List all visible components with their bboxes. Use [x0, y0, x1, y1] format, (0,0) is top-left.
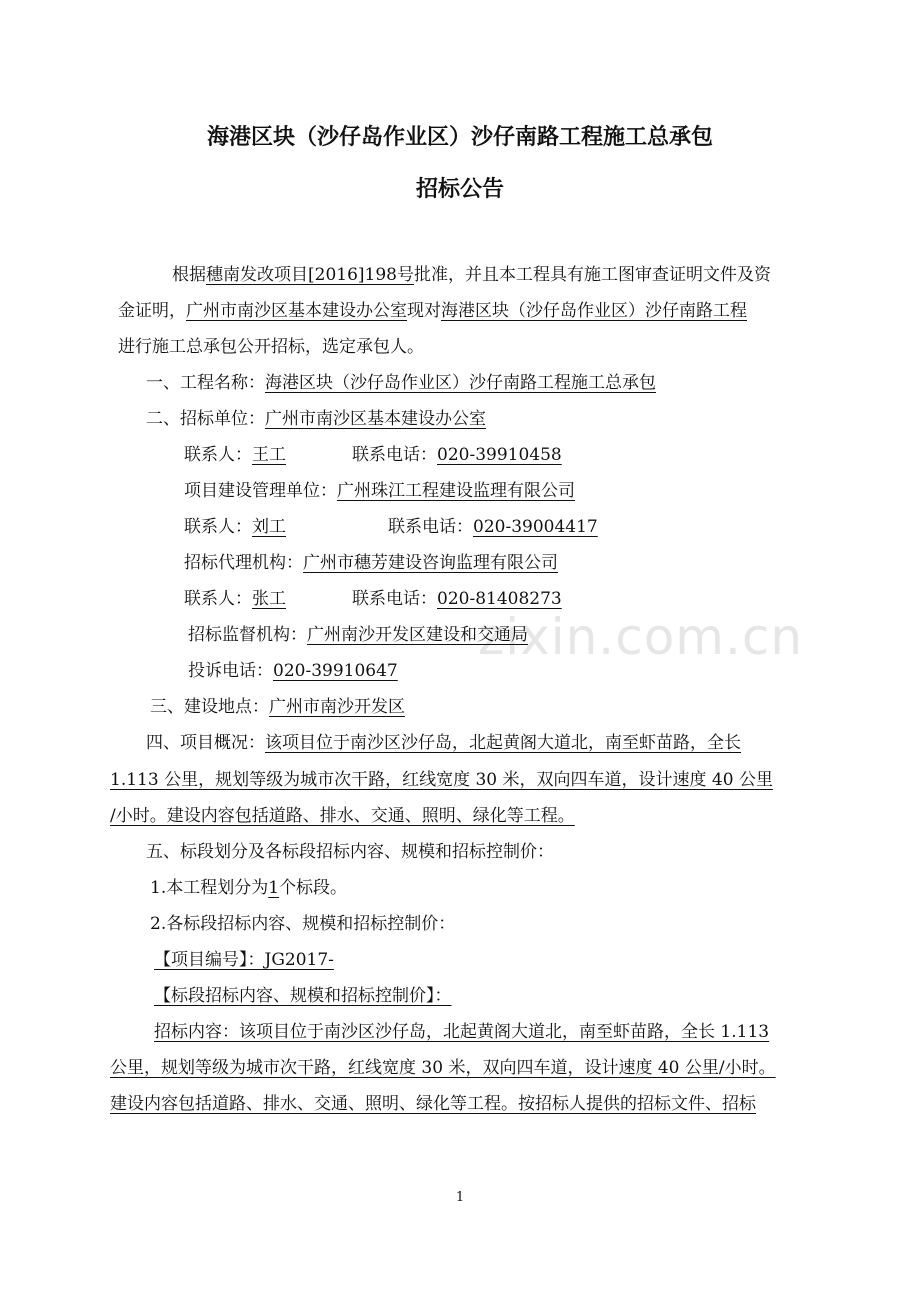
section-4-label: 四、项目概况： — [146, 733, 265, 753]
agency-label: 招标代理机构： — [184, 553, 303, 573]
section-4 — [146, 730, 741, 756]
contact-label: 联系人： — [184, 517, 252, 537]
approval-number: 穗南发改项目[2016]198号 — [206, 265, 414, 285]
tel-label: 联系电话： — [352, 589, 437, 609]
lot-count: 1 — [268, 878, 280, 898]
section-1-value: 海港区块（沙仔岛作业区）沙仔南路工程施工总承包 — [265, 373, 656, 393]
content-line-1: 招标内容：该项目位于南沙区沙仔岛，北起黄阁大道北，南至虾苗路，全长 1.113 — [154, 1022, 770, 1042]
project-name: 海港区块（沙仔岛作业区）沙仔南路工程 — [441, 301, 747, 321]
section-1-label: 一、工程名称： — [146, 373, 265, 393]
tel-label: 联系电话： — [352, 445, 437, 465]
doc-subtitle: 招标公告 — [415, 177, 504, 202]
doc-title: 海港区块（沙仔岛作业区）沙仔南路工程施工总承包 — [206, 125, 713, 150]
supervision-value: 广州南沙开发区建设和交通局 — [307, 625, 528, 645]
tel-value: 020-81408273 — [437, 589, 562, 609]
section-3-value: 广州市南沙开发区 — [269, 697, 405, 717]
intro-text: 现对 — [407, 301, 441, 321]
tel-value: 020-39004417 — [473, 517, 598, 537]
contact-1 — [184, 442, 286, 468]
page-number: 1 — [455, 1190, 465, 1205]
management-unit — [184, 478, 575, 504]
complaint — [188, 658, 398, 684]
tenderer-name: 广州市南沙区基本建设办公室 — [186, 301, 407, 321]
complaint-value: 020-39910647 — [273, 661, 398, 681]
content-line-3: 建设内容包括道路、排水、交通、照明、绿化等工程。按招标人提供的招标文件、招标 — [110, 1094, 756, 1114]
management-value: 广州珠江工程建设监理有限公司 — [337, 481, 575, 501]
contact-label: 联系人： — [184, 445, 252, 465]
content-line-2: 公里，规划等级为城市次干路，红线宽度 30 米，双向四车道，设计速度 40 公里/小时。 — [110, 1058, 776, 1078]
intro-text: 批准，并且本工程具有施工图审查证明文件及资 — [413, 265, 771, 285]
section-5: 五、标段划分及各标段招标内容、规模和招标控制价： — [146, 842, 554, 862]
item-1 — [150, 875, 347, 901]
intro-line-2 — [118, 298, 747, 324]
section-4-value: 该项目位于南沙区沙仔岛，北起黄阁大道北，南至虾苗路，全长 — [265, 733, 741, 753]
intro-line-3: 进行施工总承包公开招标，选定承包人。 — [118, 337, 424, 357]
contact-name: 张工 — [252, 589, 286, 609]
contact-3-tel — [352, 586, 562, 612]
bid-scope-heading: 【标段招标内容、规模和招标控制价】： — [154, 986, 452, 1006]
complaint-label: 投诉电话： — [188, 661, 273, 681]
item-2: 2.各标段招标内容、规模和招标控制价： — [150, 914, 456, 934]
section-4-line-2: 1.113 公里，规划等级为城市次干路，红线宽度 30 米，双向四车道，设计速度 40 公里 — [110, 770, 773, 790]
agency — [184, 550, 558, 576]
intro-text: 根据 — [172, 265, 206, 285]
item-1-text: 1.本工程划分为 — [150, 878, 269, 898]
agency-value: 广州市穗芳建设咨询监理有限公司 — [303, 553, 558, 573]
contact-1-tel — [352, 442, 562, 468]
management-label: 项目建设管理单位： — [184, 481, 337, 501]
contact-label: 联系人： — [184, 589, 252, 609]
contact-2 — [184, 514, 286, 540]
section-4-line-3: /小时。建设内容包括道路、排水、交通、照明、绿化等工程。 — [110, 806, 575, 826]
contact-2-tel — [388, 514, 598, 540]
section-2-value: 广州市南沙区基本建设办公室 — [265, 409, 486, 429]
item-1-text: 个标段。 — [279, 878, 348, 898]
section-1 — [146, 370, 656, 396]
section-2 — [146, 406, 486, 432]
contact-name: 刘工 — [252, 517, 286, 537]
intro-line-1 — [172, 262, 771, 288]
contact-3 — [184, 586, 286, 612]
section-2-label: 二、招标单位： — [146, 409, 265, 429]
watermark: zixin.com.cn — [478, 608, 804, 666]
section-3-label: 三、建设地点： — [150, 697, 269, 717]
tel-value: 020-39910458 — [437, 445, 562, 465]
contact-name: 王工 — [252, 445, 286, 465]
project-number: 【项目编号】：JG2017- — [154, 950, 334, 970]
intro-text: 金证明， — [118, 301, 186, 321]
supervision — [188, 622, 528, 648]
tel-label: 联系电话： — [388, 517, 473, 537]
section-3 — [150, 694, 405, 720]
supervision-label: 招标监督机构： — [188, 625, 307, 645]
